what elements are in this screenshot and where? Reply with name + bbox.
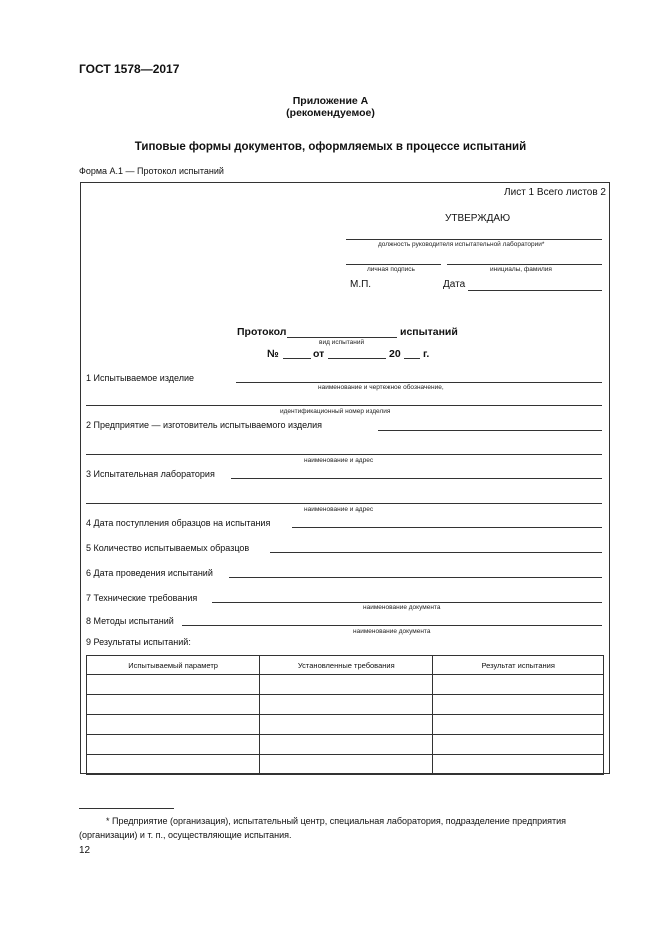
signature-caption: личная подпись xyxy=(367,266,415,273)
field-lab-label: 3 Испытательная лаборатория xyxy=(86,469,215,479)
form-label: Форма А.1 — Протокол испытаний xyxy=(79,166,224,176)
table-cell[interactable] xyxy=(87,675,260,695)
table-cell[interactable] xyxy=(260,755,433,775)
table-row xyxy=(87,715,604,735)
footnote-text-line-2: (организации) и т. п., осуществляющие испытания. xyxy=(79,830,292,840)
field-test-methods-line xyxy=(182,625,602,626)
field-test-date-label: 6 Дата проведения испытаний xyxy=(86,568,213,578)
table-cell[interactable] xyxy=(260,735,433,755)
table-cell[interactable] xyxy=(87,695,260,715)
field-test-date-line xyxy=(229,577,602,578)
table-cell[interactable] xyxy=(260,675,433,695)
date-label: Дата xyxy=(443,279,466,290)
field-manufacturer-line-2 xyxy=(86,454,602,455)
field-manufacturer-line xyxy=(378,430,602,431)
table-row xyxy=(87,675,604,695)
section-title: Типовые формы документов, оформляемых в процессе испытаний xyxy=(134,141,527,153)
approve-label: УТВЕРЖДАЮ xyxy=(445,213,511,224)
table-cell[interactable] xyxy=(433,675,604,695)
protocol-number-label: № xyxy=(267,348,279,360)
protocol-type-caption: вид испытаний xyxy=(319,339,365,346)
stamp-label: М.П. xyxy=(350,279,372,290)
table-cell[interactable] xyxy=(87,715,260,735)
column-header-parameter: Испытываемый параметр xyxy=(87,656,260,675)
protocol-title-right: испытаний xyxy=(400,326,458,338)
table-cell[interactable] xyxy=(433,755,604,775)
field-item-under-test-line-2 xyxy=(86,405,602,406)
footnote-separator xyxy=(79,808,174,809)
field-samples-count-line xyxy=(270,552,602,553)
field-samples-count-label: 5 Количество испытываемых образцов xyxy=(86,543,250,553)
protocol-from-label: от xyxy=(313,348,325,360)
initials-line xyxy=(447,264,602,265)
initials-caption: инициалы, фамилия xyxy=(490,266,552,273)
table-cell[interactable] xyxy=(260,715,433,735)
field-item-under-test-caption-2: идентификационный номер изделия xyxy=(280,408,391,415)
results-table xyxy=(86,655,604,775)
document-standard-number: ГОСТ 1578—2017 xyxy=(79,62,180,76)
position-caption: должность руководителя испытательной лаборатории* xyxy=(378,241,545,248)
field-item-under-test-caption: наименование и чертежное обозначение, xyxy=(318,384,444,391)
appendix-note: (рекомендуемое) xyxy=(286,107,375,119)
date-line xyxy=(468,290,602,291)
field-manufacturer-label: 2 Предприятие — изготовитель испытываемого изделия xyxy=(86,420,323,430)
protocol-type-line xyxy=(287,337,397,338)
table-row xyxy=(87,695,604,715)
protocol-number-line xyxy=(283,358,311,359)
field-item-under-test-line xyxy=(236,382,602,383)
field-test-methods-label: 8 Методы испытаний xyxy=(86,616,174,626)
field-manufacturer-caption: наименование и адрес xyxy=(304,457,374,464)
table-cell[interactable] xyxy=(433,715,604,735)
field-item-under-test-label: 1 Испытываемое изделие xyxy=(86,373,194,383)
protocol-title-left: Протокол xyxy=(237,326,287,338)
sheet-info: Лист 1 Всего листов 2 xyxy=(504,187,606,198)
field-results-label: 9 Результаты испытаний: xyxy=(86,637,191,647)
signature-line xyxy=(346,264,441,265)
protocol-year-line xyxy=(404,358,420,359)
table-cell[interactable] xyxy=(87,735,260,755)
table-row xyxy=(87,735,604,755)
field-lab-line-2 xyxy=(86,503,602,504)
page-number: 12 xyxy=(79,845,91,856)
table-cell[interactable] xyxy=(87,755,260,775)
field-tech-requirements-label: 7 Технические требования xyxy=(86,593,198,603)
field-tech-requirements-caption: наименование документа xyxy=(363,604,441,611)
field-samples-received-line xyxy=(292,527,602,528)
column-header-result: Результат испытания xyxy=(433,656,604,675)
protocol-year-label: 20 xyxy=(389,348,401,360)
field-tech-requirements-line xyxy=(212,602,602,603)
field-lab-caption: наименование и адрес xyxy=(304,506,374,513)
table-cell[interactable] xyxy=(433,695,604,715)
position-line xyxy=(346,239,602,240)
field-samples-received-label: 4 Дата поступления образцов на испытания xyxy=(86,518,271,528)
table-row xyxy=(87,755,604,775)
table-cell[interactable] xyxy=(260,695,433,715)
table-cell[interactable] xyxy=(433,735,604,755)
protocol-year-suffix: г. xyxy=(423,348,430,360)
field-lab-line xyxy=(231,478,602,479)
appendix-title: Приложение А xyxy=(292,95,369,107)
results-table-header-row xyxy=(87,656,604,675)
column-header-requirements: Установленные требования xyxy=(260,656,433,675)
protocol-date-line xyxy=(328,358,386,359)
field-test-methods-caption: наименование документа xyxy=(353,628,431,635)
footnote-text-line-1: * Предприятие (организация), испытательный центр, специальная лаборатория, подразделение предприятия xyxy=(106,816,566,826)
